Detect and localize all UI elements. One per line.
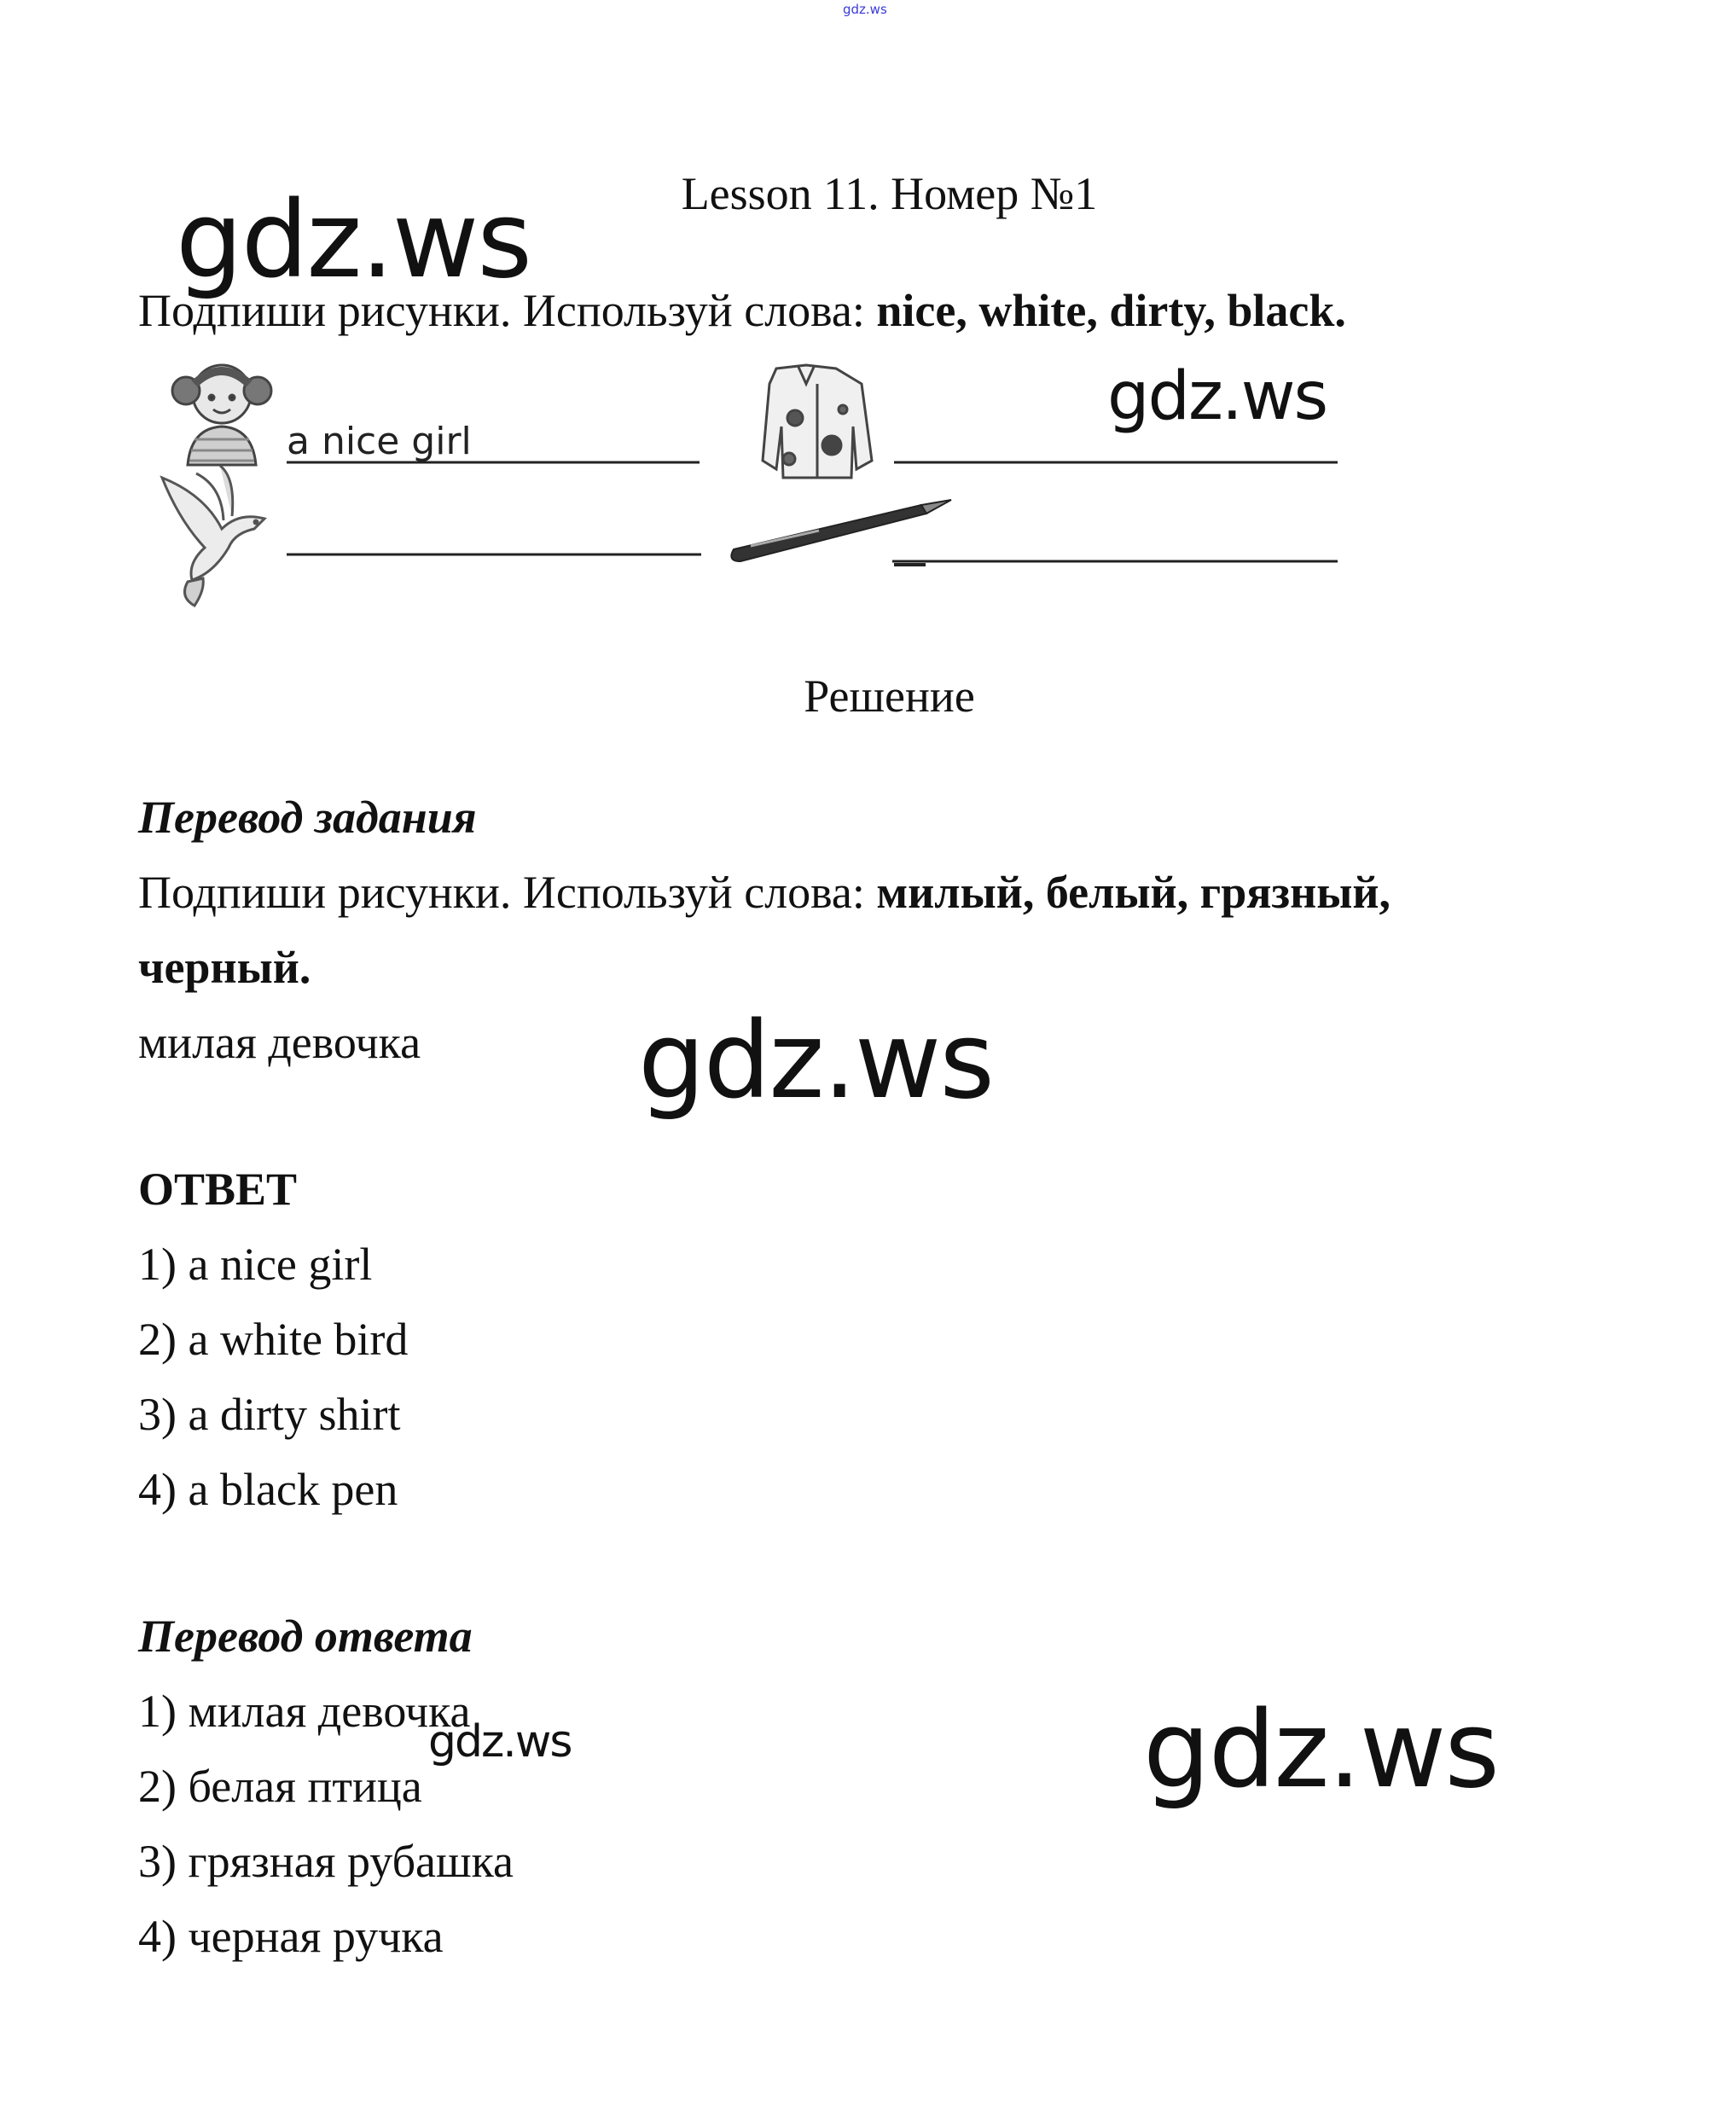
task-translation-heading: Перевод задания: [138, 792, 477, 843]
task-translation-words: милый, белый, грязный,: [876, 867, 1391, 918]
handwritten-answer: a nice girl: [287, 420, 472, 463]
shirt-illustration: [763, 365, 872, 478]
pen-illustration: [731, 500, 951, 561]
top-watermark: gdz.ws: [843, 2, 887, 17]
bird-illustration: [162, 466, 264, 606]
answer-translation-item-4: 4) черная ручка: [138, 1911, 444, 1962]
page-title: Lesson 11. Номер №1: [681, 168, 1098, 219]
answer-item-4: 4) a black pen: [138, 1464, 398, 1515]
task-translation-example: милая девочка: [138, 1017, 421, 1068]
task-translation-words-2: черный.: [138, 942, 311, 993]
task-translation-instruction: Подпиши рисунки. Используй слова:: [138, 867, 865, 918]
girl-illustration: [172, 365, 271, 465]
solution-heading: Решение: [804, 670, 975, 722]
watermark-2: gdz.ws: [1107, 358, 1327, 435]
answer-item-1: 1) a nice girl: [138, 1239, 373, 1290]
watermark-4: gdz.ws: [428, 1716, 572, 1767]
answer-heading: ОТВЕТ: [138, 1164, 298, 1215]
watermark-5: gdz.ws: [1143, 1689, 1498, 1812]
answer-translation-heading: Перевод ответа: [138, 1611, 473, 1662]
answer-item-3: 3) a dirty shirt: [138, 1389, 401, 1440]
answer-translation-item-3: 3) грязная рубашка: [138, 1836, 514, 1887]
watermark-3: gdz.ws: [638, 1000, 993, 1123]
answer-translation-item-1: 1) милая девочка: [138, 1686, 471, 1737]
answer-item-2: 2) a white bird: [138, 1314, 409, 1365]
task-words: nice, white, dirty, black.: [876, 285, 1346, 336]
answer-translation-item-2: 2) белая птица: [138, 1761, 422, 1812]
watermark-1: gdz.ws: [176, 179, 531, 302]
task-translation-text: [138, 866, 1391, 919]
task-translation-words-cont: [138, 941, 311, 994]
task-text: Подпиши рисунки. Используй слова:: [138, 285, 865, 336]
